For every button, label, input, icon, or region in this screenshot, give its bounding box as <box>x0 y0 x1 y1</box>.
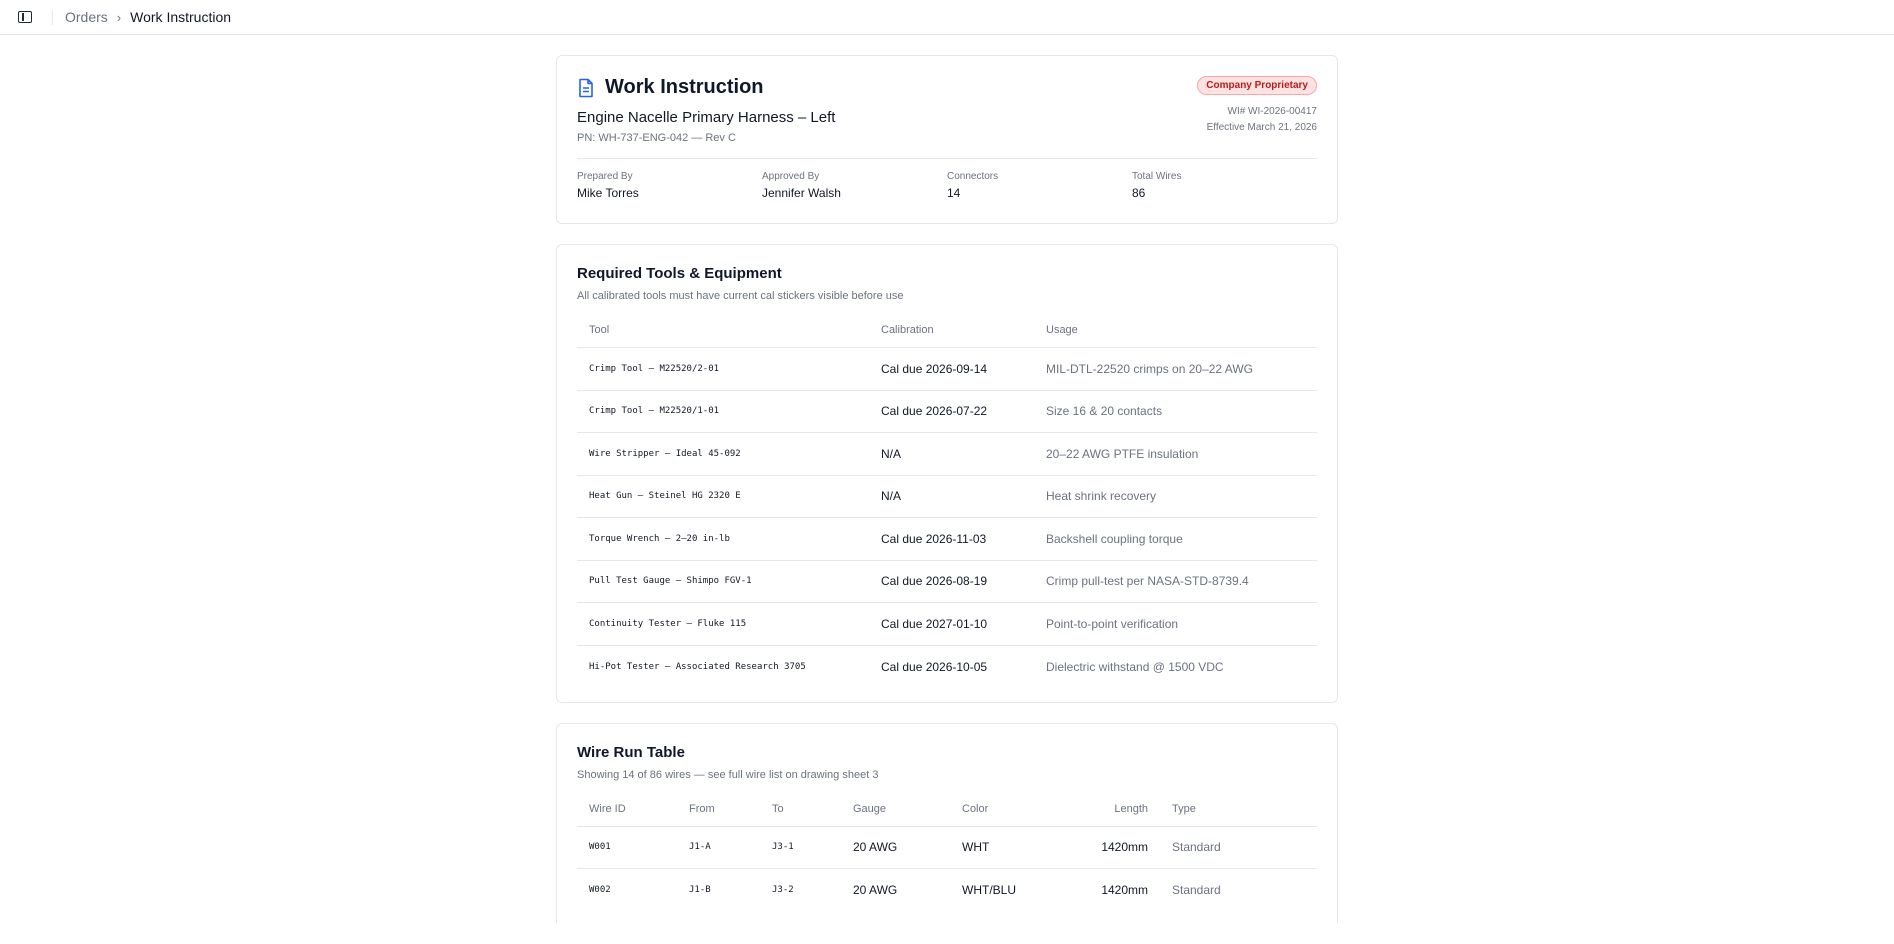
tools-table <box>577 324 1317 688</box>
document-icon <box>577 78 595 98</box>
stat-label: Total Wires <box>1132 171 1182 182</box>
main-content <box>556 55 1338 923</box>
wire-run-title: Wire Run Table <box>577 743 685 761</box>
tool-usage: Heat shrink recovery <box>1034 475 1317 518</box>
table-row <box>577 603 1317 646</box>
stat-value: Jennifer Walsh <box>762 186 841 200</box>
tools-card <box>556 244 1338 703</box>
tool-usage: Crimp pull-test per NASA-STD-8739.4 <box>1034 560 1317 603</box>
breadcrumb-orders[interactable]: Orders <box>65 9 108 25</box>
harness-name: Engine Nacelle Primary Harness – Left <box>577 109 836 126</box>
part-number: PN: WH-737-ENG-042 — Rev C <box>577 132 736 144</box>
table-row <box>577 475 1317 518</box>
tool-usage: Size 16 & 20 contacts <box>1034 390 1317 433</box>
proprietary-badge: Company Proprietary <box>1197 76 1317 95</box>
wire-from: J1-A <box>677 826 760 869</box>
wire-type: Standard <box>1160 826 1317 869</box>
tool-calibration: Cal due 2027-01-10 <box>869 603 1034 646</box>
header-stats <box>577 171 1317 200</box>
table-row <box>577 433 1317 476</box>
header-card <box>556 55 1338 224</box>
tools-title: Required Tools & Equipment <box>577 265 782 282</box>
stat-value: Mike Torres <box>577 186 639 200</box>
top-bar <box>0 0 1894 35</box>
breadcrumb-current: Work Instruction <box>130 9 232 25</box>
tool-calibration: Cal due 2026-10-05 <box>881 659 988 674</box>
wire-length: 1420mm <box>1101 883 1148 897</box>
tool-usage: Dielectric withstand @ 1500 VDC <box>1046 659 1224 674</box>
tool-usage: MIL-DTL-22520 crimps on 20–22 AWG <box>1034 348 1317 391</box>
stat-approved-by <box>762 171 947 200</box>
wire-id: W002 <box>589 885 611 895</box>
stat-connectors <box>947 171 1132 200</box>
column-header: Usage <box>1034 324 1317 348</box>
tool-name: Crimp Tool – M22520/1-01 <box>577 390 869 433</box>
stat-total-wires <box>1132 171 1317 200</box>
wire-type: Standard <box>1172 883 1221 897</box>
chevron-right-icon: › <box>116 9 122 25</box>
wire-gauge: 20 AWG <box>841 826 950 869</box>
tool-name: Crimp Tool – M22520/2-01 <box>577 348 869 391</box>
wire-run-card <box>556 723 1338 923</box>
tool-name: Heat Gun – Steinel HG 2320 E <box>577 475 869 518</box>
stat-label: Approved By <box>762 171 820 182</box>
wire-from: J1-B <box>689 885 711 895</box>
wire-color: WHT/BLU <box>962 883 1016 897</box>
tool-usage: Backshell coupling torque <box>1034 518 1317 561</box>
wire-color: WHT <box>950 826 1060 869</box>
wire-gauge: 20 AWG <box>853 883 898 897</box>
effective-date: Effective March 21, 2026 <box>1206 122 1317 133</box>
column-header: Type <box>1160 803 1317 827</box>
tool-usage: 20–22 AWG PTFE insulation <box>1034 433 1317 476</box>
table-row <box>577 869 1317 912</box>
column-header: Color <box>950 803 1060 827</box>
wire-to: J3-1 <box>760 826 841 869</box>
column-header: To <box>760 803 841 827</box>
tool-name: Pull Test Gauge – Shimpo FGV-1 <box>577 560 869 603</box>
tool-name: Continuity Tester – Fluke 115 <box>577 603 869 646</box>
divider <box>52 10 53 25</box>
header-meta <box>1197 75 1317 136</box>
table-row <box>577 560 1317 603</box>
stat-value: 86 <box>1132 186 1146 200</box>
column-header: Tool <box>577 324 869 348</box>
wire-length: 1420mm <box>1060 826 1160 869</box>
column-header: From <box>677 803 760 827</box>
wire-to: J3-2 <box>772 885 794 895</box>
wire-run-table <box>577 803 1317 912</box>
column-header: Wire ID <box>577 803 677 827</box>
tool-calibration: Cal due 2026-07-22 <box>869 390 1034 433</box>
table-row <box>577 518 1317 561</box>
tool-calibration: Cal due 2026-08-19 <box>869 560 1034 603</box>
stat-prepared-by <box>577 171 762 200</box>
column-header: Length <box>1060 803 1160 827</box>
tool-calibration: N/A <box>869 475 1034 518</box>
column-header: Gauge <box>841 803 950 827</box>
sidebar-toggle-icon[interactable] <box>18 11 32 23</box>
tools-subtitle: All calibrated tools must have current cal stickers visible before use <box>577 290 904 302</box>
tool-name: Torque Wrench – 2–20 in-lb <box>577 518 869 561</box>
table-row <box>577 348 1317 391</box>
tool-calibration: N/A <box>869 433 1034 476</box>
tool-name: Wire Stripper – Ideal 45-092 <box>577 433 869 476</box>
wire-run-subtitle: Showing 14 of 86 wires — see full wire list on drawing sheet 3 <box>577 768 879 781</box>
stat-label: Connectors <box>947 171 999 182</box>
tool-usage: Point-to-point verification <box>1034 603 1317 646</box>
tool-name: Hi-Pot Tester – Associated Research 3705 <box>589 661 806 672</box>
tool-calibration: Cal due 2026-09-14 <box>869 348 1034 391</box>
wi-number: WI# WI-2026-00417 <box>1227 106 1317 117</box>
table-row <box>577 826 1317 869</box>
wire-id: W001 <box>577 826 677 869</box>
divider <box>577 158 1317 159</box>
stat-value: 14 <box>947 186 961 200</box>
page-title: Work Instruction <box>605 76 764 98</box>
table-row <box>577 645 1317 688</box>
tool-calibration: Cal due 2026-11-03 <box>869 518 1034 561</box>
stat-label: Prepared By <box>577 171 633 182</box>
column-header: Calibration <box>869 324 1034 348</box>
table-row <box>577 390 1317 433</box>
